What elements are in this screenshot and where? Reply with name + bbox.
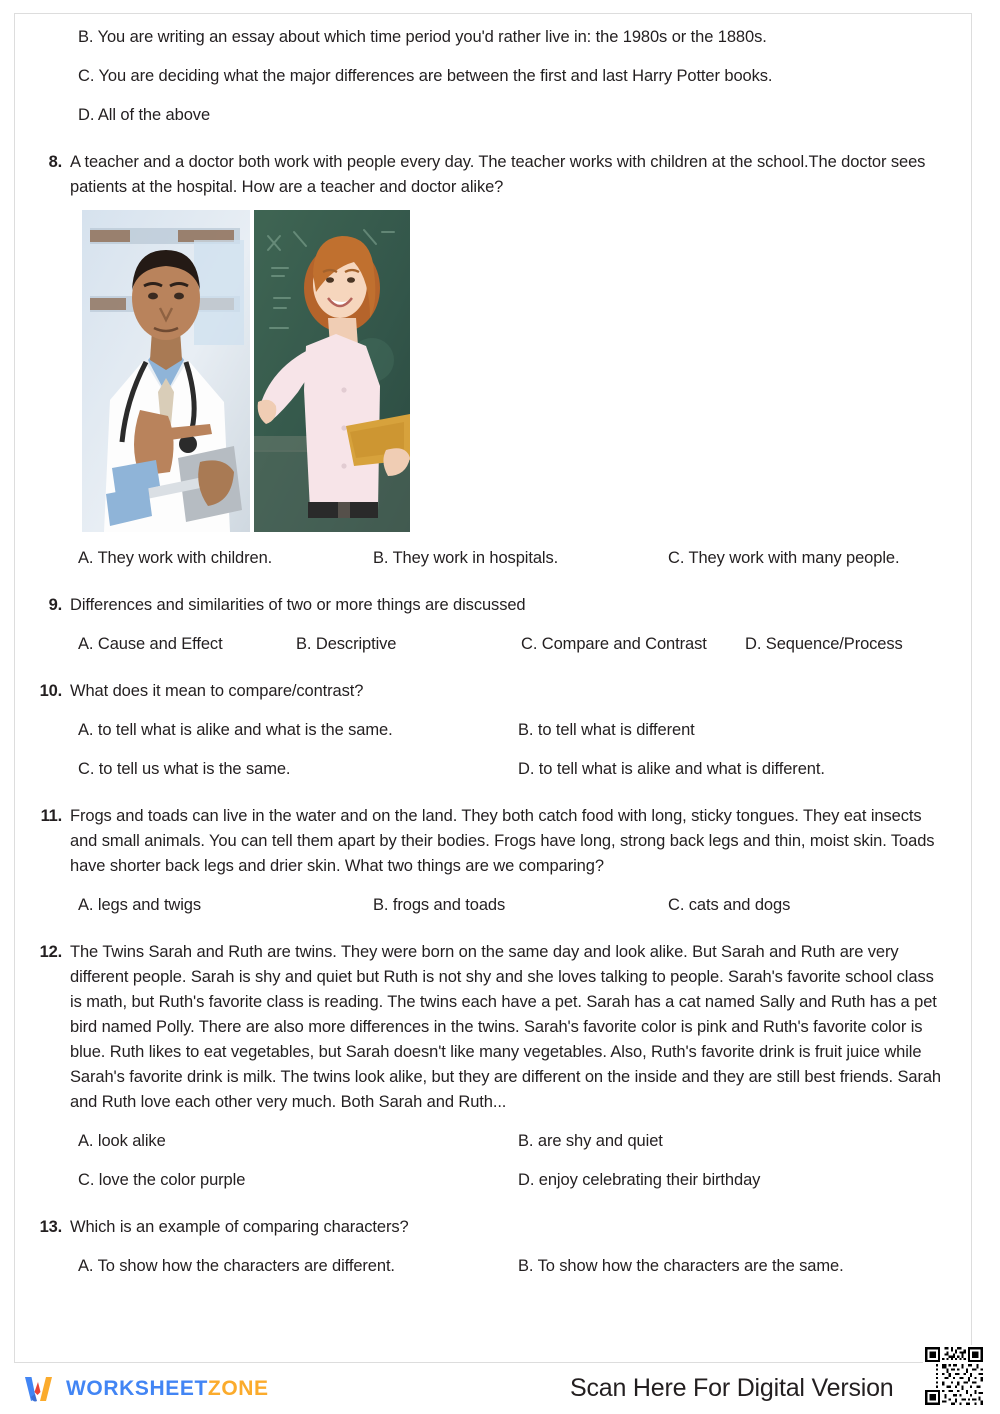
option-c-q12[interactable]: C. love the color purple [78, 1171, 246, 1189]
option-c-q7[interactable]: C. You are deciding what the major differences are between the first and last Harry Potter books. [78, 67, 773, 85]
option-d-q10[interactable]: D. to tell what is alike and what is different. [518, 760, 825, 778]
question-9 [38, 593, 948, 618]
question-12-number: 12. [39, 943, 62, 961]
option-c-q11[interactable]: C. cats and dogs [668, 896, 791, 914]
question-10-text: What does it mean to compare/contrast? [70, 682, 364, 700]
question-13-text: Which is an example of comparing characters? [70, 1218, 409, 1236]
question-12-options-row-2 [38, 1168, 948, 1193]
option-d-q9[interactable]: D. Sequence/Process [745, 635, 903, 653]
option-a-q9[interactable]: A. Cause and Effect [78, 635, 223, 653]
option-b-q10[interactable]: B. to tell what is different [518, 721, 695, 739]
question-12-text: The Twins Sarah and Ruth are twins. They were born on the same day and look alike. But Sarah and Ruth are very different people. Sarah is shy and quiet but Ruth is not shy and she loves talking to people. Sarah's favorite school class is math, but Ruth's favorite class is reading. The twins each have a pet. Sarah has a cat named Sally and Ruth has a pet bird named Polly. There are also more differences in the twins. Sarah's favorite color is pink and Ruth's favorite color is blue. Ruth likes to eat vegetables, but Sarah doesn't like many vegetables. Also, Ruth's favorite drink is fruit juice while Sarah's favorite drink is milk. The twins look alike, but they are different on the inside and they are still best friends. Sarah and Ruth love each other very much. Both Sarah and Ruth... [70, 943, 942, 1111]
brand-worksheet-word: WORKSHEET [66, 1377, 208, 1400]
question-12-options-row-1 [38, 1129, 948, 1154]
option-d-q12[interactable]: D. enjoy celebrating their birthday [518, 1171, 761, 1189]
option-a-q10[interactable]: A. to tell what is alike and what is the same. [78, 721, 393, 739]
question-11-options [38, 893, 948, 918]
option-c-q10[interactable]: C. to tell us what is the same. [78, 760, 291, 778]
worksheet-zone-logo[interactable] [22, 1372, 269, 1406]
question-10-options-row-1 [38, 718, 948, 743]
question-11-text: Frogs and toads can live in the water and on the land. They both catch food with long, sticky tongues. They eat insects and small animals. You can tell them apart by their bodies. Frogs have long, strong back legs and thin, moist skin. Toads have shorter back legs and drier skin. What two things are we comparing? [70, 807, 935, 875]
qr-code[interactable] [923, 1345, 985, 1407]
question-11-number: 11. [40, 807, 62, 825]
question-10-number: 10. [39, 682, 62, 700]
teacher-photo [254, 210, 410, 532]
option-b-q9[interactable]: B. Descriptive [296, 635, 397, 653]
option-b-q12[interactable]: B. are shy and quiet [518, 1132, 663, 1150]
question-12 [38, 940, 948, 1115]
question-9-number: 9. [48, 596, 62, 614]
option-a-q11[interactable]: A. legs and twigs [78, 896, 202, 914]
question-9-options [38, 632, 948, 657]
page-footer [14, 1368, 972, 1414]
question-8-text: A teacher and a doctor both work with people every day. The teacher works with children at the school.The doctor sees patients at the hospital. How are a teacher and doctor alike? [70, 153, 926, 196]
doctor-photo [82, 210, 250, 532]
brand-zone-word: ZONE [207, 1377, 269, 1400]
question-13 [38, 1215, 948, 1240]
option-a-q12[interactable]: A. look alike [78, 1132, 166, 1150]
brand-text [66, 1377, 269, 1401]
scan-here-label: Scan Here For Digital Version [570, 1374, 894, 1402]
teacher-photo-illustration [254, 210, 410, 532]
option-b-q11[interactable]: B. frogs and toads [373, 896, 506, 914]
option-b-q7[interactable]: B. You are writing an essay about which time period you'd rather live in: the 1980s or the 1880s. [78, 28, 767, 46]
question-8-images [82, 210, 410, 532]
question-9-text: Differences and similarities of two or more things are discussed [70, 596, 526, 614]
question-10-options-row-2 [38, 757, 948, 782]
question-13-number: 13. [39, 1218, 62, 1236]
question-11 [38, 804, 948, 879]
option-a-q8[interactable]: A. They work with children. [78, 549, 273, 567]
question-8-options [38, 546, 948, 571]
doctor-photo-illustration [82, 210, 250, 532]
option-c-q8[interactable]: C. They work with many people. [668, 549, 900, 567]
question-13-options [38, 1254, 948, 1279]
question-10 [38, 679, 948, 704]
worksheet-content [14, 13, 972, 1363]
worksheet-zone-w-icon [22, 1372, 56, 1406]
question-8 [38, 150, 948, 200]
option-b-q8[interactable]: B. They work in hospitals. [373, 549, 559, 567]
option-a-q13[interactable]: A. To show how the characters are different. [78, 1257, 395, 1275]
option-d-q7[interactable]: D. All of the above [78, 106, 211, 124]
option-c-q9[interactable]: C. Compare and Contrast [521, 635, 707, 653]
option-b-q13[interactable]: B. To show how the characters are the same. [518, 1257, 844, 1275]
question-8-number: 8. [48, 153, 62, 171]
